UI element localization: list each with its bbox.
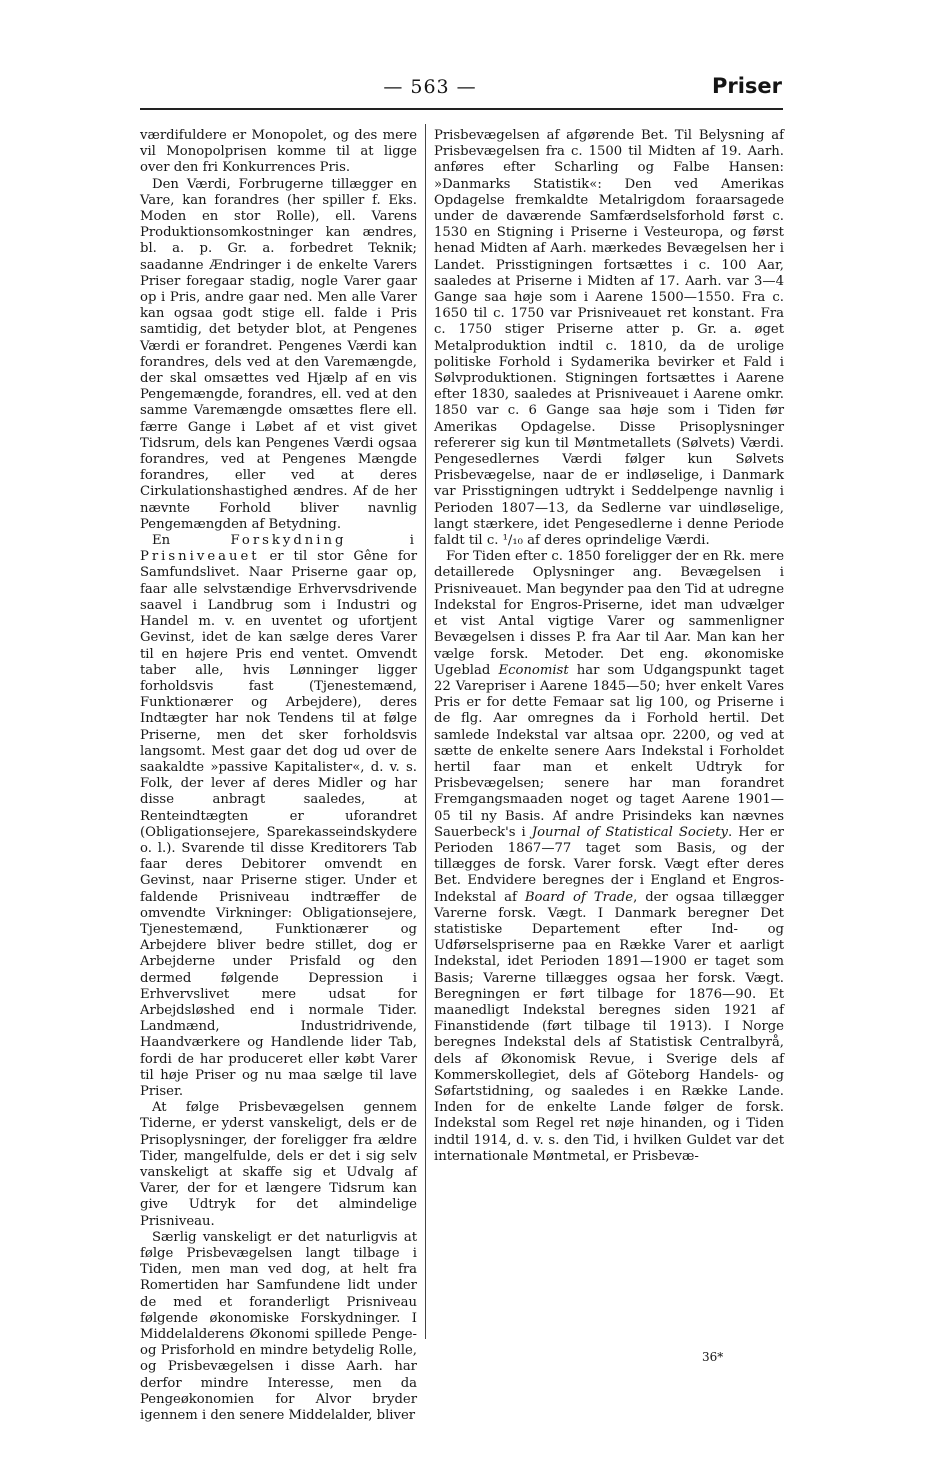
text-run: For Tiden efter c. 1850 foreligger der en Rk. mere detaillerede Oplysninger ang. Bevægelsen i Prisniveauet. Man begynder paa den Tid at udregne Indekstal for Engros-Priserne, idet man udvælger et vist Antal vigtige Varer og sammenligner Bevægelsen i disses P. fra Aar til Aar. Man kan her vælge forsk. Metoder. Det eng. økonomiske Ugeblad	[434, 549, 784, 678]
column-divider	[425, 124, 426, 1339]
right-column	[434, 128, 784, 1165]
text-run: . Her er Perioden 1867—77 taget som Basis, og der tillægges de forsk. Varer forsk. Vægt efter deres Bet. Endvidere beregnes der i England et Engros-Indekstal af	[434, 824, 784, 905]
paragraph: Den Værdi, Forbrugerne tillægger en Vare, kan forandres (her spiller f. Eks. Moden en stor Rolle), ell. Varens Produktionsomkostninger kan ændres, bl. a. p. Gr. a. forbedret Teknik; saadanne Ændringer i de enkelte Varers Priser foregaar stadig, nogle Varer gaar op i Pris, andre gaar ned. Men alle Varer kan ogsaa godt stige ell. falde i Pris samtidig, det betyder blot, at Pengenes Værdi er forandret. Pengenes Værdi kan forandres, dels ved at den Varemængde, der skal omsættes ved Hjælp af en vis Pengemængde, forandres, ell. ved at den samme Varemængde omsættes flere ell. færre Gange i Løbet af et vist givet Tidsrum, dels kan Pengenes Værdi ogsaa forandres, ved at Pengenes Mængde forandres, eller ved at deres Cirkulationshastighed ændres. Af de her nævnte Forhold bliver navnlig Pengemængden af Betydning.	[140, 176, 417, 532]
italic-title: Journal of Statistical Society	[531, 824, 728, 840]
text-run: , der ogsaa tillægger Varerne forsk. Vægt. I Danmark beregner Det statistiske Departement efter Ind- og Udførselspriserne paa en Række Varer et aarligt Indekstal, idet Perioden 1891—1900 er taget som Basis; Varerne tillægges ogsaa her forsk. Vægt. Beregningen er ført tilbage for 1876—90. Et maanedligt Indekstal beregnes siden 1921 af Finanstidende (ført tilbage til 1913). I Norge beregnes Indekstal dels af Statistisk Centralbyrå, dels af Økonomisk Revue, i Sverige dels af Kommerskollegiet, dels af Göteborg Handels- og Søfartstidning, og saaledes i en Række Lande. Inden for de enkelte Lande følger de forsk. Indekstal som Regel ret nøje hinanden, og i Tiden indtil 1914, d. v. s. den Tid, i hvilken Guldet var det internationale Møntmetal, er Prisbevæ-	[434, 889, 784, 1164]
left-column	[140, 128, 417, 1424]
paragraph: Prisbevægelsen af afgørende Bet. Til Belysning af Prisbevægelsen fra c. 1500 til Midten af 19. Aarh. anføres efter Scharling og Falbe Hansen: »Danmarks Statistik«: Den ved Amerikas Opdagelse fremkaldte Metalrigdom foraarsagede under de daværende Samfærdselsforhold først c. 1530 en Stigning i Priserne i Vesteuropa, og først henad Midten af Aarh. mærkedes Bevægelsen her i Landet. Prisstigningen fortsættes i c. 100 Aar, saaledes at Priserne i Midten af 17. Aarh. var 3—4 Gange saa høje som i Aarene 1500—1550. Fra c. 1650 til c. 1750 var Prisniveauet ret konstant. Fra c. 1750 stiger Priserne atter p. Gr. a. øget Metalproduktion indtil c. 1810, da de urolige politiske Forhold i Sydamerika bevirker et Fald i Sølvproduktionen. Stigningen fortsættes i Aarene efter 1830, saaledes at Prisniveauet i Aarene omkr. 1850 var c. 6 Gange saa høje som i Tiden før Amerikas Opdagelse. Disse Prisoplysninger refererer sig kun til Møntmetallets (Sølvets) Værdi. Pengesedlernes Værdi følger kun Sølvets Prisbevægelse, naar de er indløselige, i Danmark var Prisstigningen udtrykt i Seddelpenge navnlig i Perioden 1807—13, da Sedlerne var uindløselige, langt stærkere, idet Pengesedlerne i denne Periode faldt til c. ¹/₁₀ af deres oprindelige Værdi.	[434, 128, 784, 549]
paragraph: værdifuldere er Monopolet, og des mere vil Monopolprisen komme til at ligge over den fri Konkurrences Pris.	[140, 128, 417, 176]
italic-title: Board of Trade	[524, 889, 634, 905]
paragraph	[140, 533, 417, 1100]
signature-mark: 36*	[702, 1350, 724, 1364]
spaced-term: Forskydning i Prisniveauet	[140, 533, 417, 565]
italic-title: Economist	[498, 662, 569, 678]
running-title: Priser	[711, 74, 782, 98]
paragraph: At følge Prisbevægelsen gennem Tiderne, er yderst vanskeligt, dels er de Prisoplysninger, der foreligger fra ældre Tider, mangelfulde, dels er det i sig selv vanskeligt at skaffe sig et Udvalg af Varer, der for et længere Tidsrum kan give Udtryk for det almindelige Prisniveau.	[140, 1100, 417, 1229]
paragraph	[434, 549, 784, 1165]
text-run: har som Udgangspunkt taget 22 Varepriser i Aarene 1845—50; hver enkelt Vares Pris er for dette Femaar sat lig 100, og Priserne i de flg. Aar omregnes da i Forhold hertil. Det samlede Indekstal var altsaa opr. 2200, og ved at sætte de enkelte senere Aars Indekstal i Forholdet hertil faar man et enkelt Udtryk for Prisbevægelsen; senere har man forandret Fremgangsmaaden noget og taget Aarene 1901—05 til ny Basis. Af andre Prisindeks kan nævnes Sauerbeck's i	[434, 662, 784, 840]
paragraph: Særlig vanskeligt er det naturligvis at følge Prisbevægelsen langt tilbage i Tiden, men man ved dog, at helt fra Romertiden har Samfundene lidt under de med et foranderligt Prisniveau følgende økonomiske Forskydninger. I Middelalderens Økonomi spillede Penge- og Prisforhold en mindre betydelig Rolle, og Prisbevægelsen i disse Aarh. har derfor mindre Interesse, men da Pengeøkonomien for Alvor bryder igennem i den senere Middelalder, bliver	[140, 1229, 417, 1424]
page-number: — 563 —	[383, 76, 477, 98]
text-run: En	[152, 533, 231, 549]
header-rule	[140, 108, 783, 110]
text-run: er til stor Gêne for Samfundslivet. Naar Priserne gaar op, faar alle selvstændige Erhvervsdrivende saavel i Landbrug som i Industri og Handel m. v. en uventet og ufortjent Gevinst, idet de kan sælge deres Varer til en højere Pris end ventet. Omvendt taber alle, hvis Lønninger ligger forholdsvis fast (Tjenestemænd, Funktionærer og Arbejdere), deres Indtægter har nok Tendens til at følge Priserne, men det sker forholdsvis langsomt. Mest gaar det dog ud over de saakaldte »passive Kapitalister«, d. v. s. Folk, der lever af deres Midler og har disse anbragt saaledes, at Renteindtægten er uforandret (Obligationsejere, Sparekasseindskydere o. l.). Svarende til disse Kreditorers Tab faar deres Debitorer omvendt en Gevinst, naar Priserne stiger. Under et faldende Prisniveau indtræffer de omvendte Virkninger: Obligationsejere, Tjenestemænd, Funktionærer og Arbejdere bliver bedre stillet, dog er Arbejderne under Prisfald og den dermed følgende Depression i Erhvervslivet mere udsat for Arbejdsløshed end i normale Tider. Landmænd, Industridrivende, Haandværkere og Handlende lider Tab, fordi de har produceret eller købt Varer til høje Priser og nu maa sælge til lave Priser.	[140, 549, 417, 1099]
